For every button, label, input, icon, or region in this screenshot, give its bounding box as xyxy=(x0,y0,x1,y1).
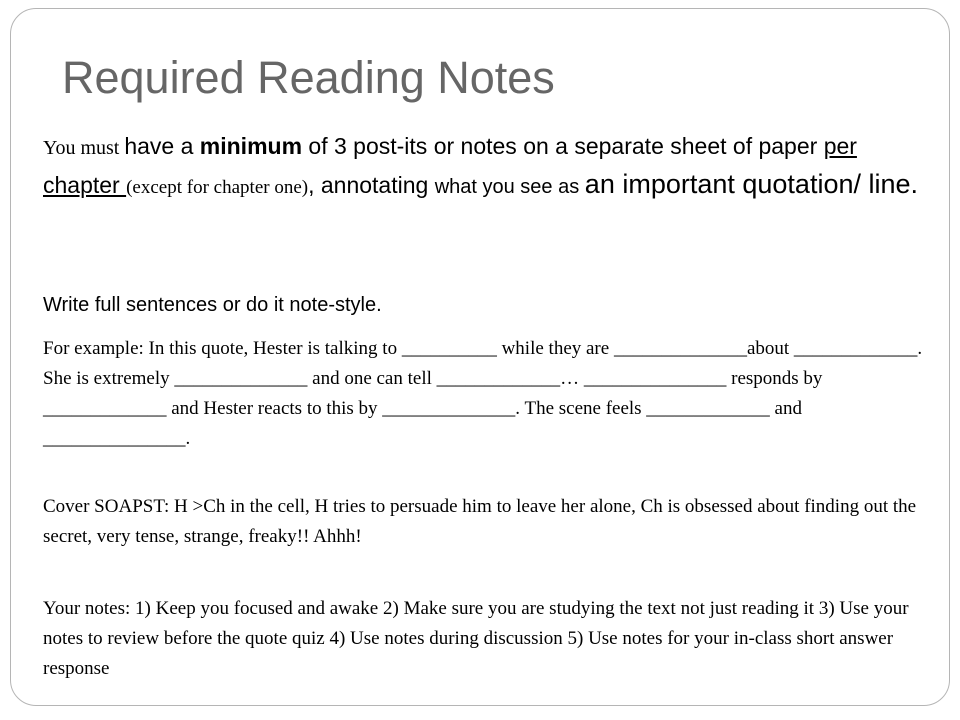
your-notes-paragraph: Your notes: 1) Keep you focused and awake 2) Make sure you are studying the text not just reading it 3) Use your notes to review before the quote quiz 4) Use notes during discussion 5) Use notes for your in-class short answer response xyxy=(43,598,909,679)
intro-post-its: of 3 post-its or notes on a separate sheet of paper xyxy=(302,133,824,159)
example-paragraph: For example: In this quote, Hester is talking to __________ while they are ______________about _____________. She is extremely ______________ and one can tell _____________… _______________ responds by _____________ and Hester reacts to this by ______________. The scene feels _____________ and _______________. xyxy=(43,338,923,449)
intro-minimum: minimum xyxy=(199,133,303,159)
intro-paragraph xyxy=(43,128,923,206)
soapst-paragraph: Cover SOAPST: H >Ch in the cell, H tries to persuade him to leave her alone, Ch is obsessed about finding out the secret, very tense, strange, freaky!! Ahhh! xyxy=(43,496,917,547)
slide-body xyxy=(43,128,923,679)
intro-have-a: have a xyxy=(124,133,200,159)
slide-title: Required Reading Notes xyxy=(62,52,555,103)
intro-you-must: You must xyxy=(43,137,125,159)
intro-except: (except for chapter one) xyxy=(126,177,309,198)
intro-per-chapter: per chapter xyxy=(43,133,857,198)
intro-annotating: , annotating xyxy=(308,172,435,198)
intro-what-you-see: what you see as xyxy=(434,176,585,198)
intro-important-quotation: an important quotation/ line. xyxy=(584,169,919,199)
sentences-instruction: Write full sentences or do it note-style. xyxy=(43,294,382,316)
